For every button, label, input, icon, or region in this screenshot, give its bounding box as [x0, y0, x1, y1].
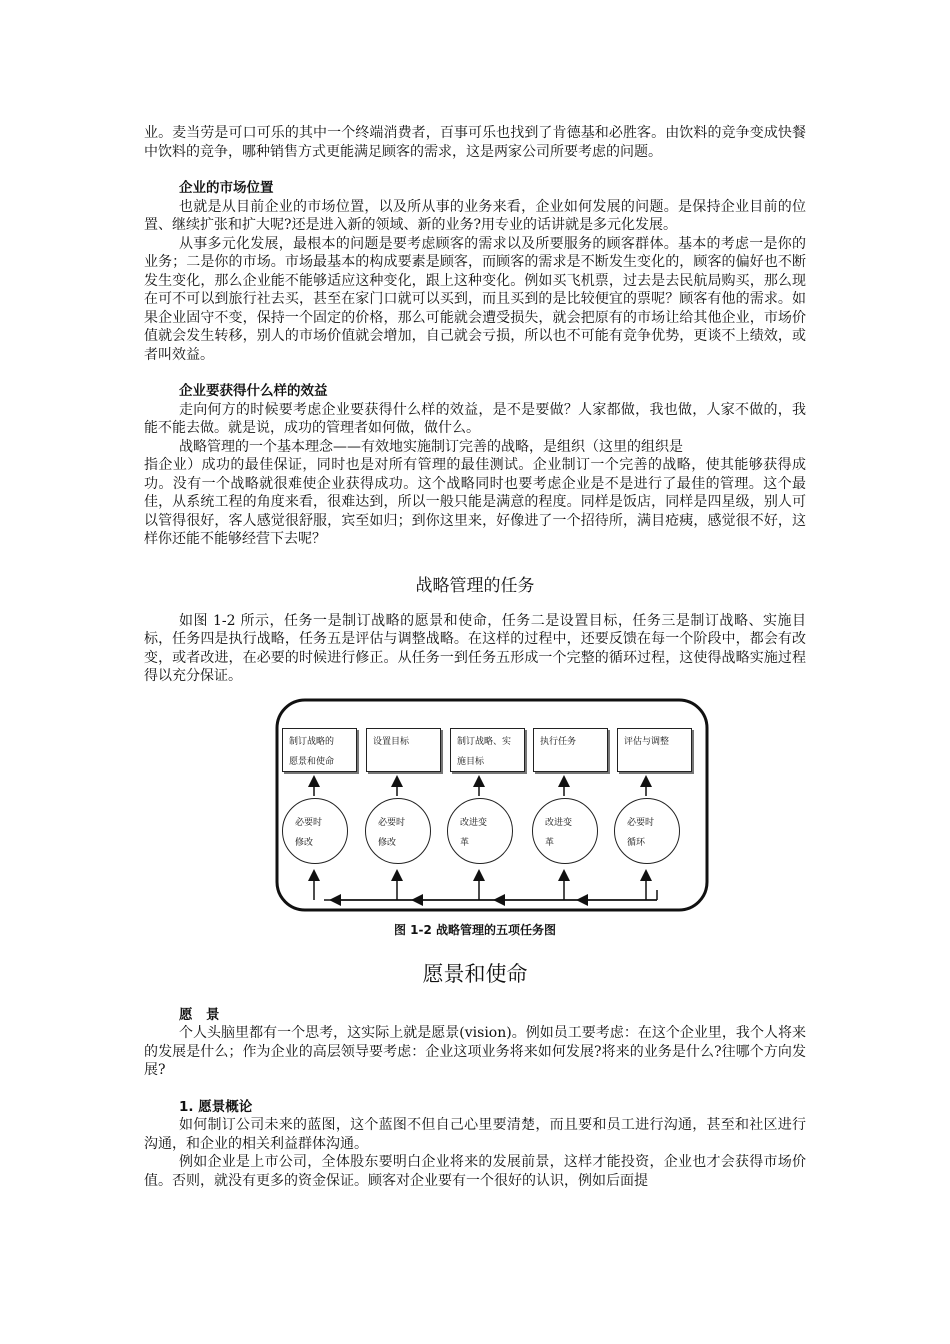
loop-circle-1 [282, 798, 348, 864]
loop-label: 修改 [295, 837, 314, 848]
paragraph: 指企业）成功的最佳保证，同时也是对所有管理的最佳测试。企业制订一个完善的战略，使其能够获得成功。没有一个战略就很难使企业获得成功。这个战略同时也要考虑企业是不是进行了最佳的管理。这个最佳，从系统工程的角度来看，很难达到，所以一般只能是满意的程度。同样是饭店，同样是四星级，别人可以管得很好，客人感觉很舒服，宾至如归；到你这里来，好像进了一个招待所，满目疮痍，感觉很不好，这样你还能不能够经营下去呢？ [144, 457, 806, 547]
loop-circle-3 [447, 798, 513, 864]
heading-vision-overview: 1. 愿景概论 [179, 1098, 253, 1115]
loop-label: 改进变 [545, 817, 573, 828]
section-title-vision: 愿景和使命 [422, 961, 528, 986]
loop-label: 必要时 [295, 817, 323, 828]
loop-circle-4 [532, 798, 598, 864]
figure-caption: 图 1-2 战略管理的五项任务图 [393, 922, 557, 937]
task-box-3 [450, 728, 525, 772]
loop-label: 必要时 [378, 817, 406, 828]
paragraph: 如何制订公司未来的蓝图，这个蓝图不但自己心里要清楚，而且要和员工进行沟通，甚至和社区进行沟通，和企业的相关利益群体沟通。 [144, 1117, 806, 1152]
task-box-5 [617, 728, 692, 772]
task-label: 制订战略、实 [457, 736, 512, 747]
paragraph: 如图 1-2 所示，任务一是制订战略的愿景和使命，任务二是设置目标，任务三是制订战略、实施目标，任务四是执行战略，任务五是评估与调整战略。在这样的过程中，还要反馈在每一个阶段中，都会有改变，或者改进，在必要的时候进行修正。从任务一到任务五形成一个完整的循环过程，这使得战略实施过程得以充分保证。 [144, 612, 806, 684]
heading-vision: 愿 景 [179, 1006, 220, 1023]
loop-circle-2 [365, 798, 431, 864]
paragraph: 业。麦当劳是可口可乐的其中一个终端消费者，百事可乐也找到了肯德基和必胜客。由饮料的竞争变成快餐中饮料的竞争，哪种销售方式更能满足顾客的需求，这是两家公司所要考虑的问题。 [144, 125, 806, 160]
paragraph: 走向何方的时候要考虑企业要获得什么样的效益，是不是要做？人家都做，我也做，人家不做的，我能不能去做。就是说，成功的管理者如何做，做什么。 [144, 401, 806, 436]
task-label: 评估与调整 [624, 736, 670, 747]
paragraph: 也就是从目前企业的市场位置，以及所从事的业务来看，企业如何发展的问题。是保持企业目前的位置、继续扩张和扩大呢?还是进入新的领域、新的业务?用专业的话讲就是多元化发展。 [144, 198, 806, 233]
task-box-4 [533, 728, 608, 772]
task-box-2 [366, 728, 441, 772]
loop-label: 修改 [378, 837, 397, 848]
loop-label: 改进变 [460, 817, 488, 828]
heading-market-position: 企业的市场位置 [179, 180, 274, 196]
task-label: 设置目标 [373, 736, 410, 747]
loop-circle-5 [614, 798, 680, 864]
section-title-tasks: 战略管理的任务 [415, 575, 535, 596]
loop-label: 革 [460, 837, 470, 848]
paragraph: 个人头脑里都有一个思考，这实际上就是愿景(vision)。例如员工要考虑：在这个企业里，我个人将来的发展是什么；作为企业的高层领导要考虑：企业这项业务将来如何发展?将来的业务是什么?往哪个方向发展? [144, 1025, 806, 1078]
loop-label: 循环 [627, 837, 646, 848]
loop-label: 必要时 [627, 817, 655, 828]
strategy-task-diagram [274, 698, 710, 913]
task-label: 制订战略的 [289, 736, 335, 747]
task-label: 愿景和使命 [289, 756, 335, 767]
paragraph: 从事多元化发展，最根本的问题是要考虑顾客的需求以及所要服务的顾客群体。基本的考虑一是你的业务；二是你的市场。市场最基本的构成要素是顾客，而顾客的需求是不断发生变化的，顾客的偏好也不断发生变化，那么企业能不能够适应这种变化，跟上这种变化。例如买飞机票，过去是去民航局购买，那么现在可不可以到旅行社去买，甚至在家门口就可以买到，而且买到的是比较便宜的票呢？顾客有他的需求。如果企业固守不变，保持一个固定的价格，那么可能就会遭受损失，就会把原有的市场让给其他企业，市场价值就会发生转移，别人的市场价值就会增加，自己就会亏损，所以也不可能有竞争优势，更谈不上绩效，或者叫效益。 [144, 235, 806, 363]
task-label: 施目标 [457, 756, 485, 767]
loop-label: 革 [545, 837, 555, 848]
task-box-1 [282, 728, 357, 772]
paragraph: 战略管理的一个基本理念——有效地实施制订完善的战略，是组织（这里的组织是 [179, 438, 683, 455]
document-page [144, 124, 806, 1190]
heading-benefit: 企业要获得什么样的效益 [179, 383, 328, 399]
paragraph: 例如企业是上市公司，全体股东要明白企业将来的发展前景，这样才能投资，企业也才会获得市场价值。否则，就没有更多的资金保证。顾客对企业要有一个很好的认识，例如后面提 [144, 1154, 806, 1189]
task-label: 执行任务 [540, 736, 577, 747]
